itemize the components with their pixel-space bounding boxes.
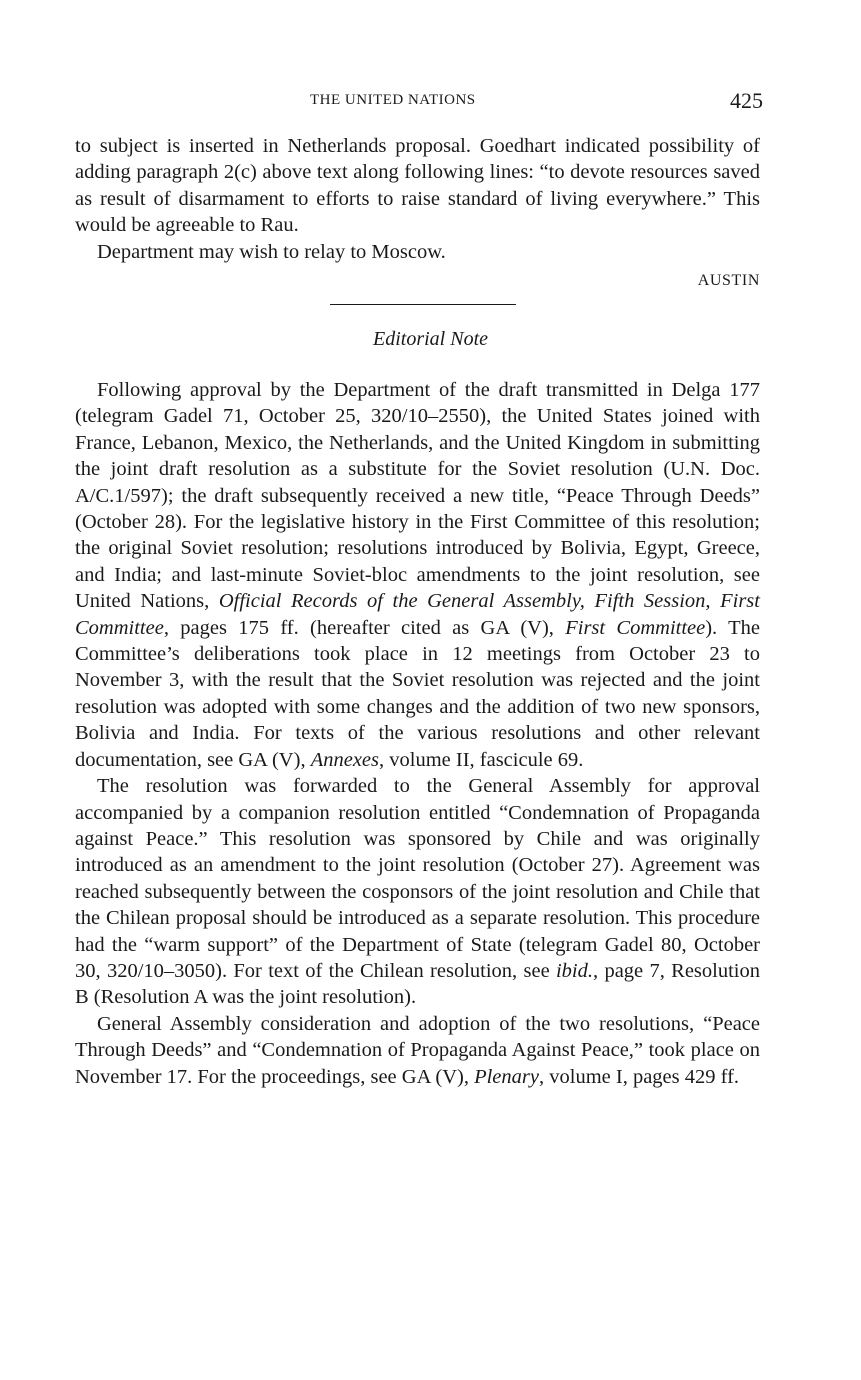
text-run: , pages 175 ff. (hereafter cited as GA (V), — [163, 616, 566, 639]
editorial-paragraph-1 — [75, 377, 760, 773]
italic-citation: First Committee — [565, 616, 706, 639]
text-run: ). The Committee’s deliberations took place in 12 meetings from October 23 to November 3, with the result that the Soviet resolution was rejected and the joint resolution was adopted with some changes and the addition of two new sponsors, Bolivia and India. For texts of the various resolutions and other relevant documentation, see GA (V), — [75, 616, 760, 771]
text-run: , page 7, Resolution B (Resolution A was the joint resolution). — [75, 959, 760, 1009]
text-run: , volume I, pages 429 ff. — [539, 1065, 740, 1088]
telegram-continuation — [75, 133, 760, 265]
italic-citation: Plenary — [474, 1065, 539, 1088]
text-run: General Assembly consideration and adoption of the two resolutions, “Peace Through Deeds” and “Condemnation of Propaganda Against Peace,” took place on November 17. For the proceedings, see GA (V), — [75, 1012, 760, 1088]
signature: AUSTIN — [697, 272, 760, 289]
continuation-closing: Department may wish to relay to Moscow. — [97, 240, 446, 263]
italic-citation: Annexes — [310, 748, 379, 771]
section-divider — [330, 304, 516, 305]
editorial-paragraph-2 — [75, 773, 760, 1011]
editorial-note-heading: Editorial Note — [373, 328, 488, 350]
text-run: , volume II, fascicule 69. — [379, 748, 584, 771]
text-run: Following approval by the Department of the draft transmitted in Delga 177 (telegram Gadel 71, October 25, 320/10–2550), the United States joined with France, Lebanon, Mexico, the Netherlands, and the United Kingdom in submitting the joint draft resolution as a substitute for the Soviet resolution (U.N. Doc. A/C.1/597); the draft subsequently received a new title, “Peace Through Deeds” (October 28). For the legislative history in the First Committee of this resolution; the original Soviet resolution; resolutions introduced by Bolivia, Egypt, Greece, and India; and last-minute Soviet-bloc amendments to the joint resolution, see United Nations, — [75, 379, 760, 613]
editorial-paragraph-3 — [75, 1011, 760, 1090]
editorial-note-body — [75, 377, 760, 1090]
running-head: THE UNITED NATIONS — [310, 92, 476, 108]
page-header — [0, 88, 861, 116]
italic-citation: Official Records of the General Assembly, Fifth Session, First Committee — [75, 590, 760, 639]
italic-citation: ibid. — [555, 959, 594, 982]
page-number: 425 — [730, 88, 763, 113]
continuation-paragraph: to subject is inserted in Netherlands proposal. Goedhart indicated possibility of adding paragraph 2(c) above text along following lines: “to devote resources saved as result of disarmament to efforts to raise standard of living everywhere.” This would be agreeable to Rau. — [75, 135, 760, 237]
text-run: The resolution was forwarded to the General Assembly for approval accompanied by a companion resolution entitled “Condemnation of Propaganda against Peace.” This resolution was sponsored by Chile and was originally introduced as an amendment to the joint resolution (October 27). Agreement was reached subsequently between the cosponsors of the joint resolution and Chile that the Chilean proposal should be introduced as a separate resolution. This procedure had the “warm support” of the Department of State (telegram Gadel 80, October 30, 320/10–3050). For text of the Chilean resolution, see — [75, 775, 760, 982]
